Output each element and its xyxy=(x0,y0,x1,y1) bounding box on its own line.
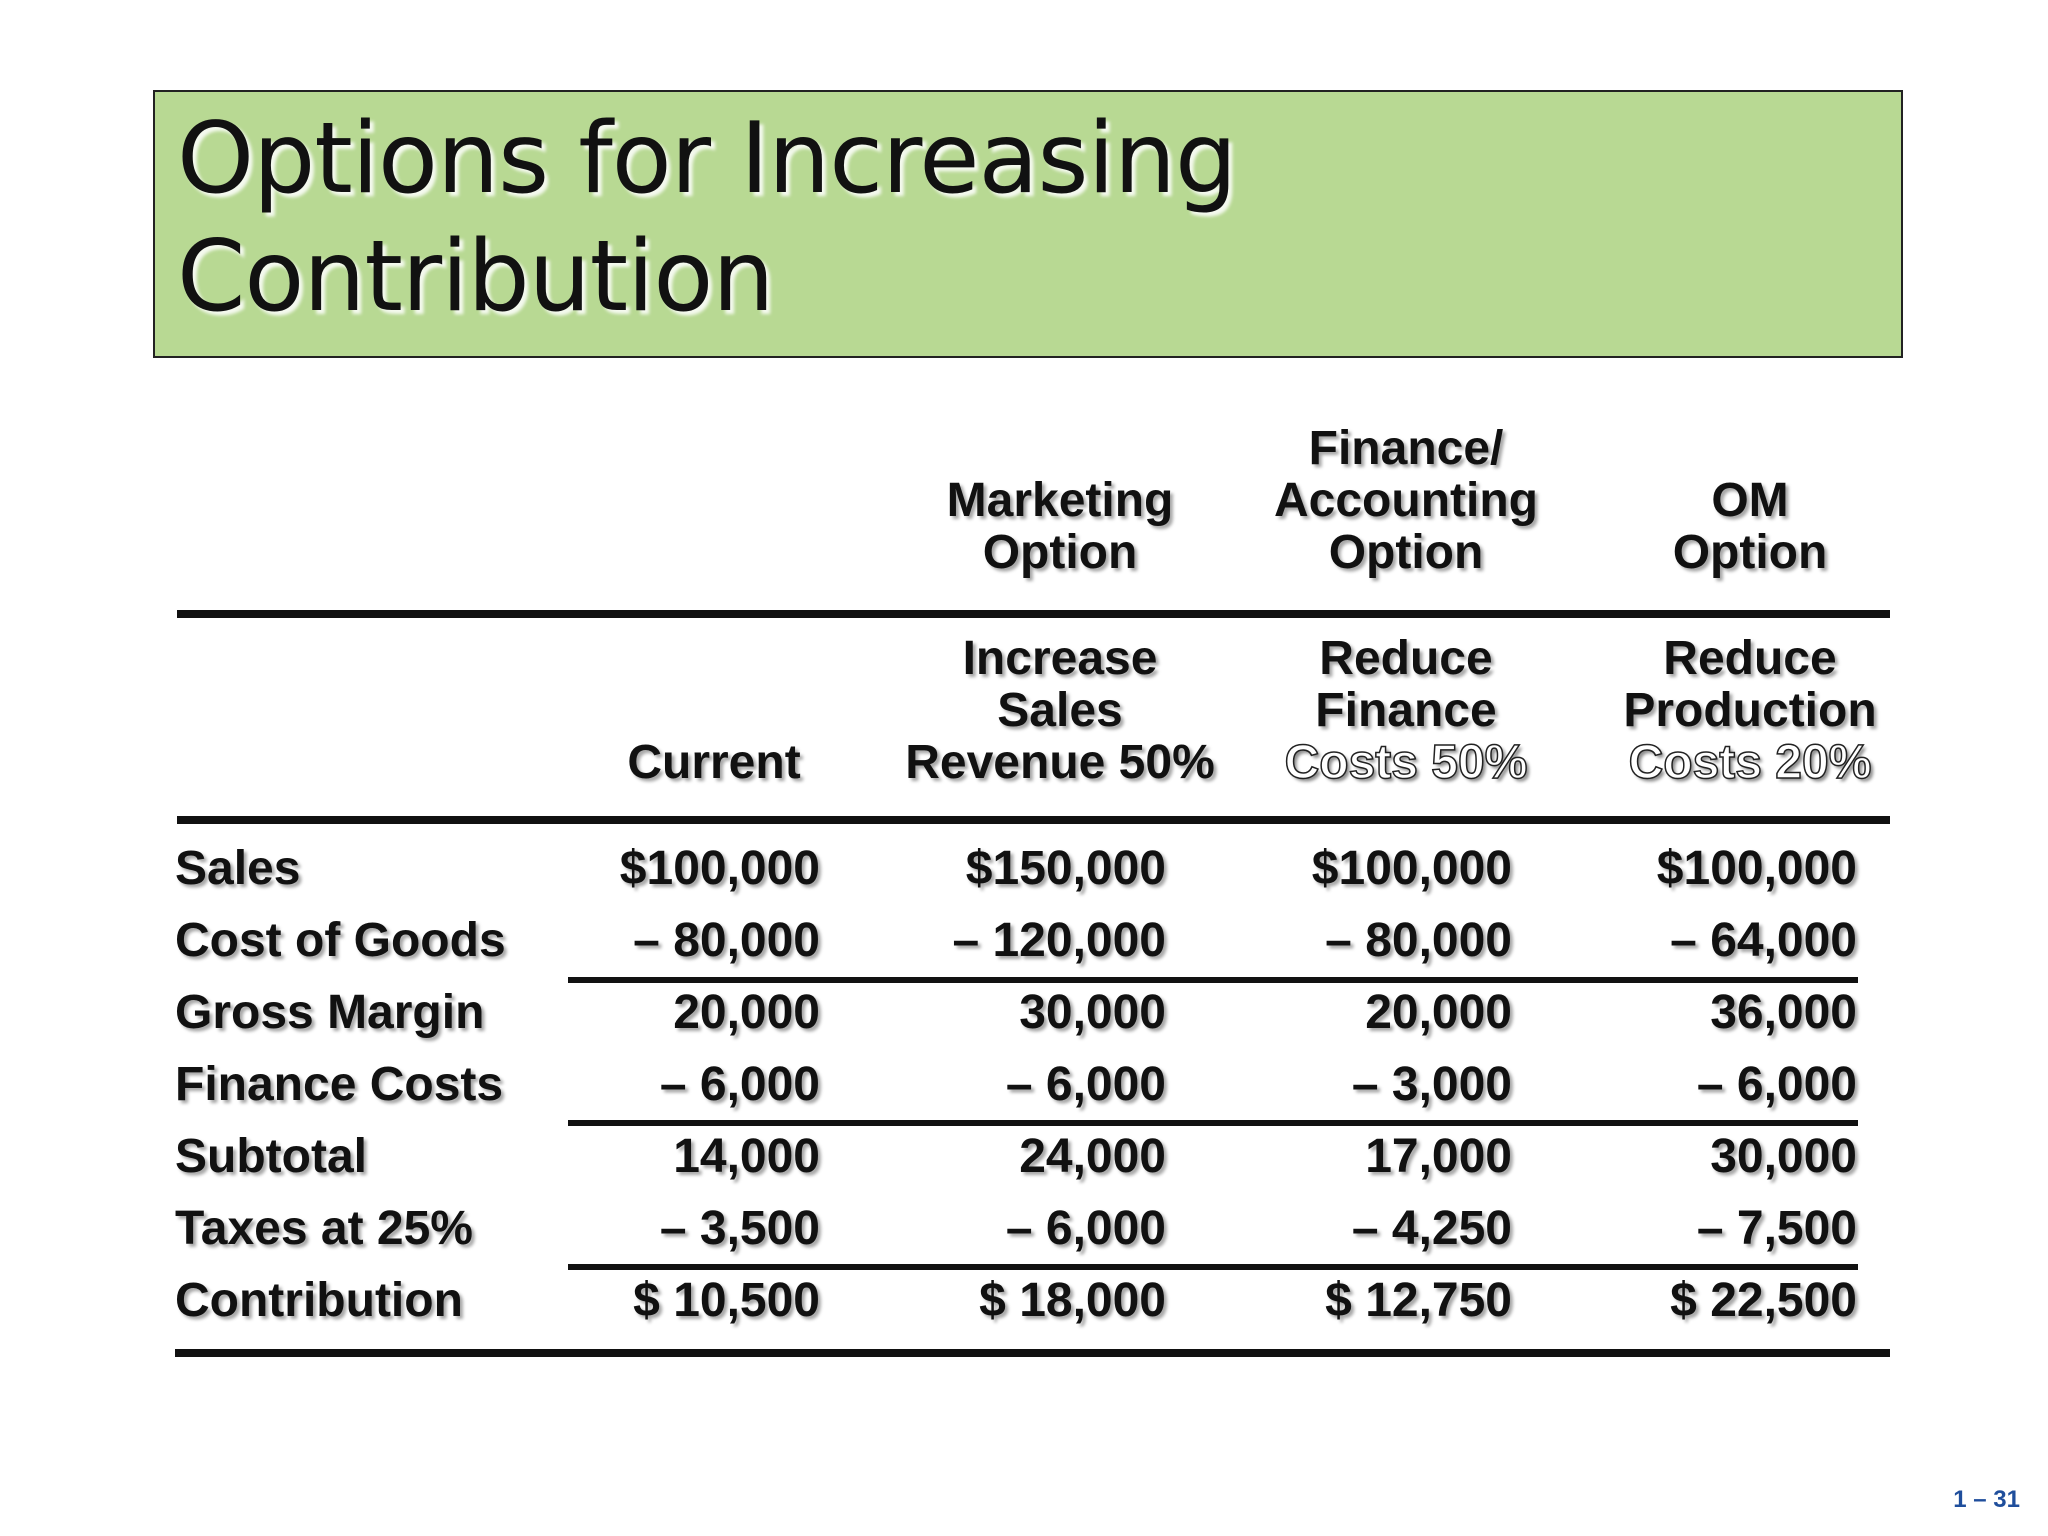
row-label-gross-margin: Gross Margin xyxy=(175,986,485,1039)
cell-value: $ 18,000 xyxy=(979,1274,1166,1327)
header-rule-top xyxy=(177,610,1890,618)
cell-value: – 80,000 xyxy=(633,914,820,967)
header-line: Increase xyxy=(962,632,1158,685)
cell-value: 17,000 xyxy=(1365,1130,1512,1183)
cell-value: 20,000 xyxy=(673,986,820,1039)
page-number: 1 – 31 xyxy=(1953,1486,2020,1513)
header-line xyxy=(544,685,884,737)
header-line: Reduce xyxy=(1663,632,1837,685)
header-reduce-finance xyxy=(1236,633,1576,789)
header-line: Finance/ xyxy=(1308,422,1504,475)
cell-value: $100,000 xyxy=(1656,842,1857,895)
cell-value: – 120,000 xyxy=(952,914,1166,967)
cell-value: – 6,000 xyxy=(1005,1202,1166,1255)
header-line: Sales xyxy=(997,684,1123,737)
cell-value: $100,000 xyxy=(619,842,820,895)
header-increase-sales xyxy=(890,633,1230,789)
header-line: Marketing xyxy=(946,474,1174,527)
header-reduce-production xyxy=(1580,633,1920,789)
header-line: Revenue 50% xyxy=(905,736,1215,789)
cell-value: – 64,000 xyxy=(1670,914,1857,967)
row-label-taxes: Taxes at 25% xyxy=(175,1202,473,1255)
cell-value: 30,000 xyxy=(1019,986,1166,1039)
row-label-cost-of-goods: Cost of Goods xyxy=(175,914,506,967)
cell-value: – 4,250 xyxy=(1351,1202,1512,1255)
cell-value: 36,000 xyxy=(1710,986,1857,1039)
header-finance-accounting-option xyxy=(1236,423,1576,579)
row-label-subtotal: Subtotal xyxy=(175,1130,367,1183)
cell-value: – 80,000 xyxy=(1325,914,1512,967)
table-bottom-rule xyxy=(175,1349,1890,1357)
header-line: OM xyxy=(1711,474,1789,527)
cell-value: – 6,000 xyxy=(1696,1058,1857,1111)
cell-value: – 3,000 xyxy=(1351,1058,1512,1111)
slide-title-line-1: Options for Increasing xyxy=(177,102,1237,216)
cell-value: $100,000 xyxy=(1311,842,1512,895)
header-marketing-option xyxy=(890,423,1230,579)
row-label-sales: Sales xyxy=(175,842,301,895)
subtotal-rule xyxy=(568,1120,1858,1126)
cell-value: $150,000 xyxy=(965,842,1166,895)
cell-value: – 6,000 xyxy=(659,1058,820,1111)
cell-value: – 7,500 xyxy=(1696,1202,1857,1255)
row-label-contribution: Contribution xyxy=(175,1274,463,1327)
header-line: Reduce xyxy=(1319,632,1493,685)
cell-value: $ 22,500 xyxy=(1670,1274,1857,1327)
cell-value: 14,000 xyxy=(673,1130,820,1183)
cell-value: 24,000 xyxy=(1019,1130,1166,1183)
header-line: Costs 20% xyxy=(1628,736,1872,789)
header-current xyxy=(544,633,884,789)
header-line xyxy=(890,423,1230,475)
header-line xyxy=(544,633,884,685)
cell-value: $ 12,750 xyxy=(1325,1274,1512,1327)
header-line: Option xyxy=(1672,526,1828,579)
title-box xyxy=(153,90,1903,358)
cell-value: $ 10,500 xyxy=(633,1274,820,1327)
cell-value: 20,000 xyxy=(1365,986,1512,1039)
row-label-finance-costs: Finance Costs xyxy=(175,1058,504,1111)
cell-value: – 3,500 xyxy=(659,1202,820,1255)
header-rule-bottom xyxy=(177,816,1890,824)
header-line: Finance xyxy=(1315,684,1497,737)
gross-margin-rule xyxy=(568,977,1858,983)
header-line: Accounting xyxy=(1274,474,1538,527)
contribution-rule xyxy=(568,1264,1858,1270)
header-line: Current xyxy=(627,736,801,789)
cell-value: 30,000 xyxy=(1710,1130,1857,1183)
header-line: Costs 50% xyxy=(1284,736,1528,789)
header-line: Option xyxy=(1328,526,1484,579)
header-line: Option xyxy=(982,526,1138,579)
slide-title-line-2: Contribution xyxy=(177,220,774,334)
header-om-option xyxy=(1580,423,1920,579)
cell-value: – 6,000 xyxy=(1005,1058,1166,1111)
header-line xyxy=(1580,423,1920,475)
header-line: Production xyxy=(1623,684,1877,737)
slide-title xyxy=(177,100,1236,336)
